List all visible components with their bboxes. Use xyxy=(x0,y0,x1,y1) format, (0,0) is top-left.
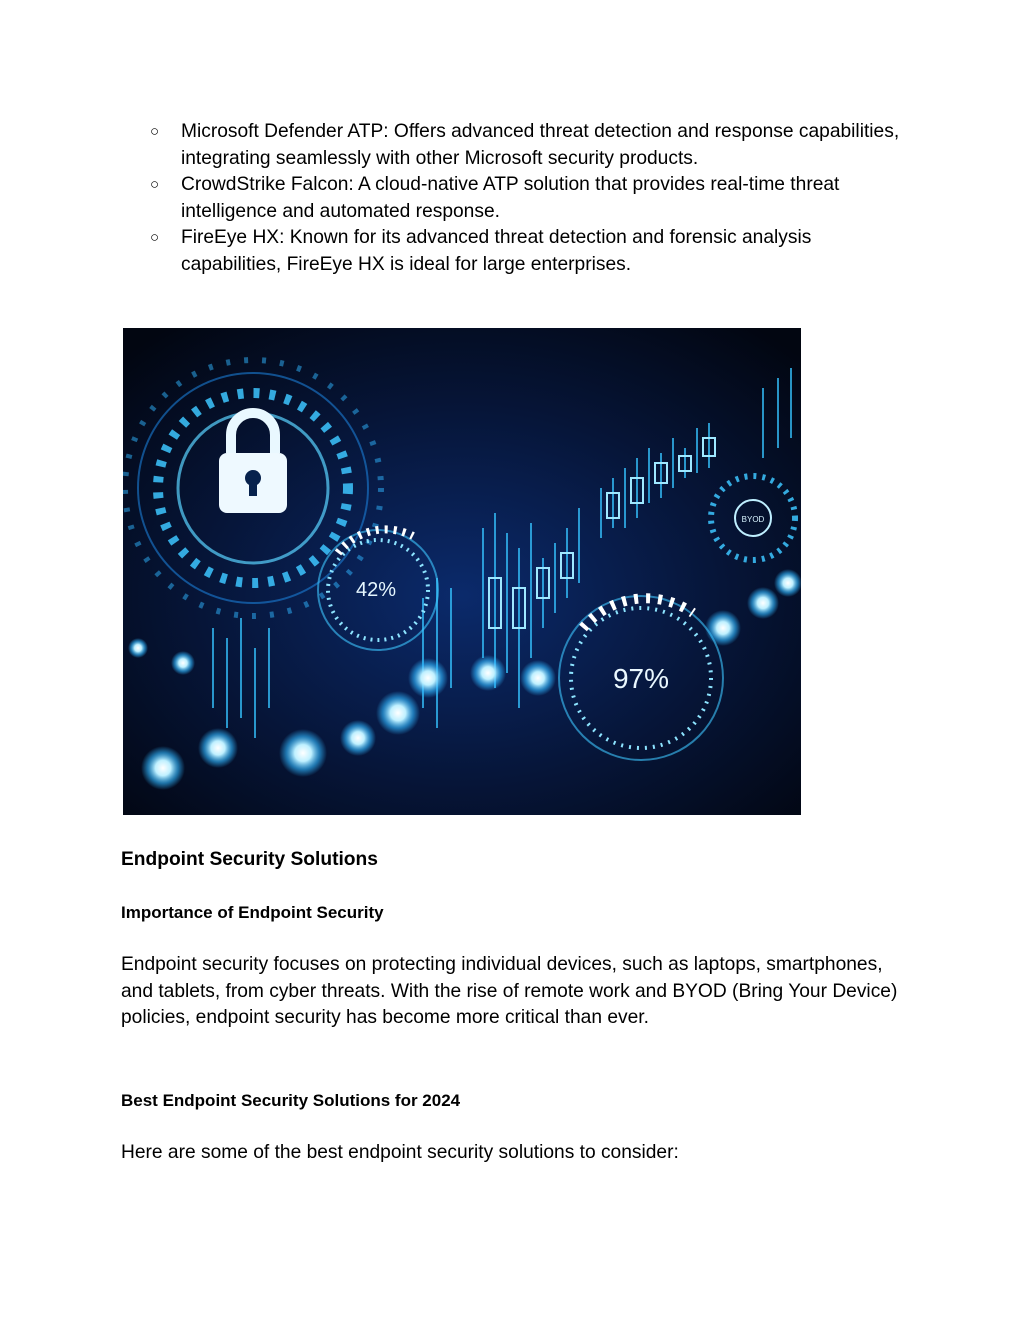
left-gauge-label: 42% xyxy=(355,579,397,601)
list-item-text: CrowdStrike Falcon: A cloud-native ATP solution that provides real-time threat intelligence and automated response. xyxy=(181,174,840,222)
sub-heading-importance: Importance of Endpoint Security xyxy=(121,903,384,922)
list-item-text: Microsoft Defender ATP: Offers advanced threat detection and response capabilities, integrating seamlessly with other Microsoft security products. xyxy=(181,121,900,169)
list-item xyxy=(150,225,910,278)
section-heading: Endpoint Security Solutions xyxy=(121,849,378,870)
body-paragraph-endpoint: Endpoint security focuses on protecting individual devices, such as laptops, smartphones, and tablets, from cyber threats. With the rise of remote work and BYOD (Bring Your Device) policies, endpoint security has become more critical than ever. xyxy=(121,954,898,1029)
sub-heading-best-solutions: Best Endpoint Security Solutions for 2024 xyxy=(121,1091,461,1110)
badge-label: BYOD xyxy=(741,515,765,524)
list-item xyxy=(150,172,910,225)
hollow-circle-bullet: ○ xyxy=(150,123,160,140)
solutions-bullet-list xyxy=(150,119,910,279)
body-paragraph-intro-list: Here are some of the best endpoint security solutions to consider: xyxy=(121,1142,679,1163)
list-item-text: FireEye HX: Known for its advanced threat detection and forensic analysis capabilities, FireEye HX is ideal for large enterprises. xyxy=(181,227,812,275)
hollow-circle-bullet: ○ xyxy=(150,229,160,247)
cybersecurity-illustration xyxy=(123,328,801,815)
illustration-canvas xyxy=(123,328,801,815)
hollow-circle-bullet: ○ xyxy=(150,176,160,194)
right-gauge-label: 97% xyxy=(612,663,670,694)
list-item xyxy=(150,119,910,172)
